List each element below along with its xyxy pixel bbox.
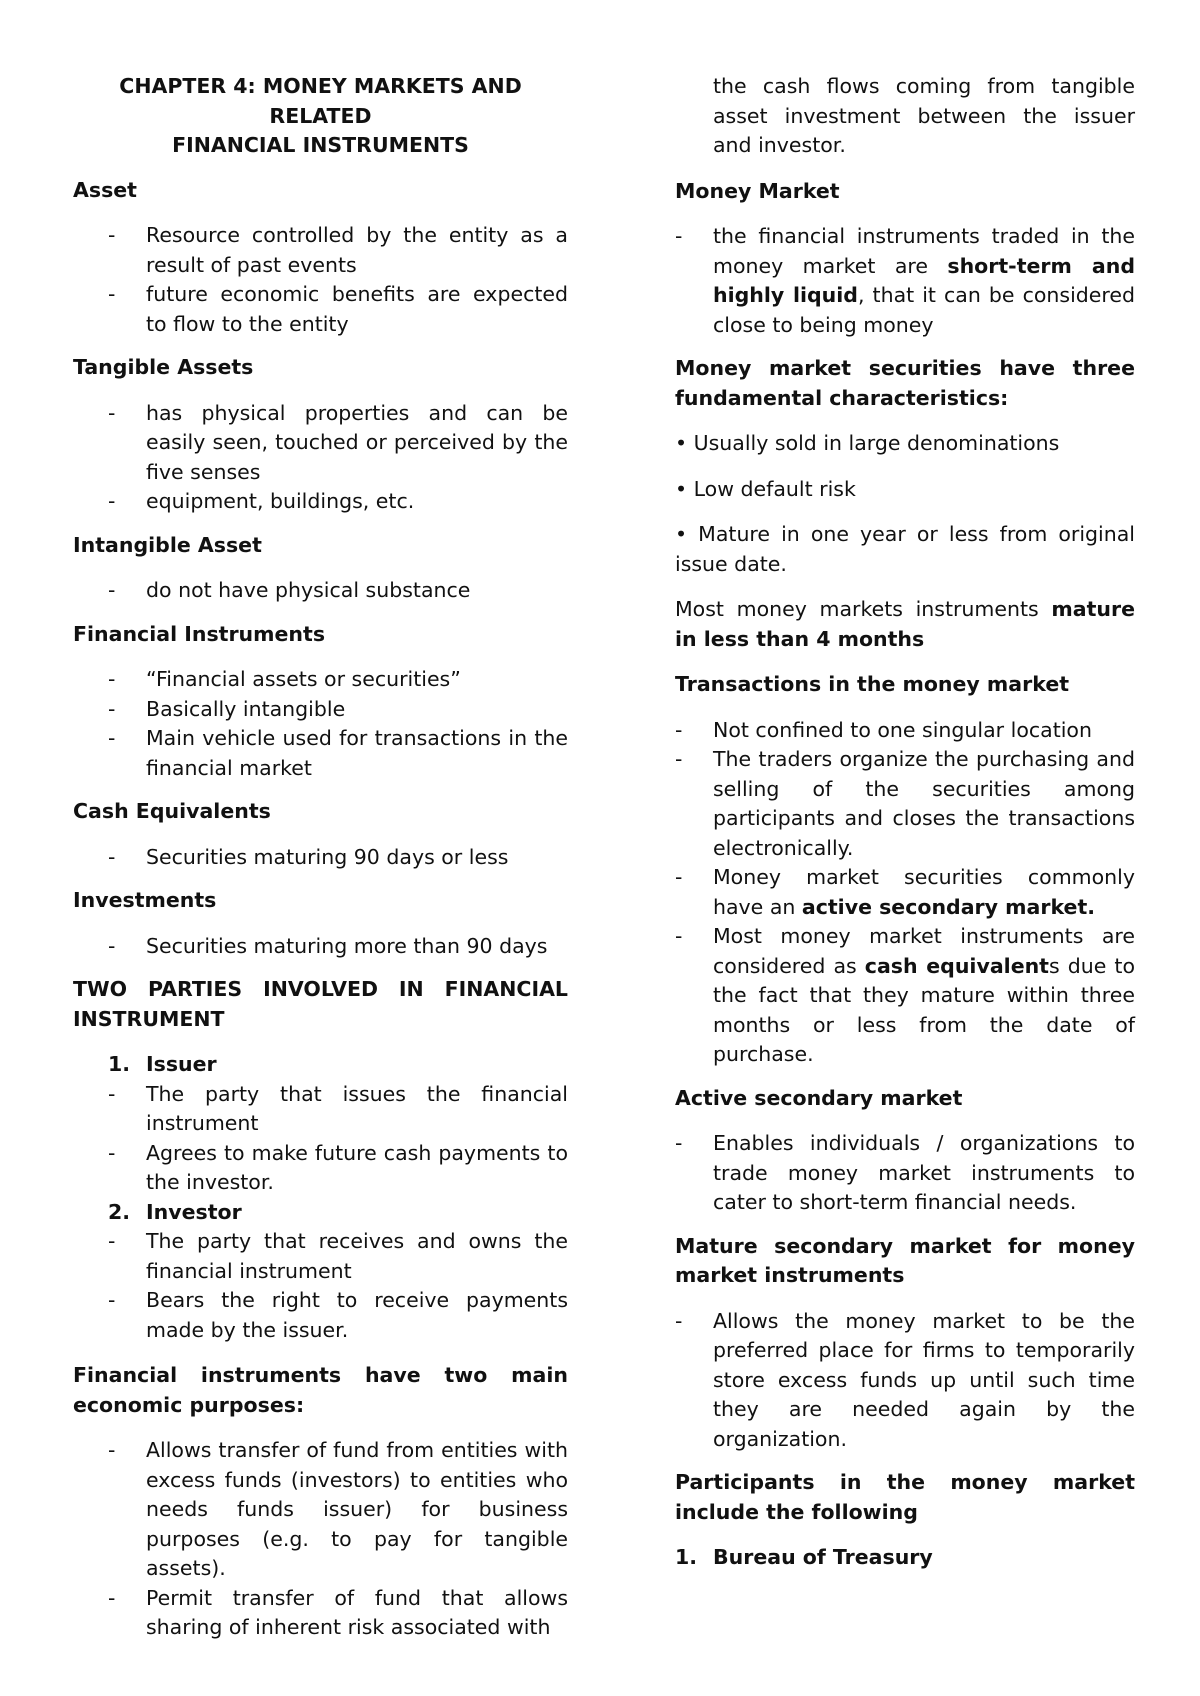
purposes-heading: Financial instruments have two main economic purposes:: [73, 1363, 568, 1417]
maturity-text-bold: mature in less than 4 months: [675, 597, 1135, 651]
transaction-text-bold: cash equivalent: [864, 953, 1049, 978]
tangible-assets-list: [73, 399, 568, 517]
list-item: - do not have physical substance: [73, 576, 568, 606]
maturity-text-pre: Most money markets instruments: [675, 597, 1052, 621]
list-item: - future economic benefits are expected to flow to the entity: [73, 280, 568, 339]
active-secondary-heading: Active secondary market: [675, 1085, 963, 1110]
transactions-list: [675, 716, 1135, 1070]
money-market-text-post: , that it can be considered close to being money: [713, 283, 1135, 337]
list-item: [675, 863, 1135, 922]
maturity-paragraph: [675, 595, 1135, 654]
mature-secondary-heading: Mature secondary market for money market instruments: [675, 1233, 1135, 1287]
list-item: - Bears the right to receive payments made by the issuer.: [73, 1286, 568, 1345]
active-secondary-list: [675, 1129, 1135, 1218]
left-column: [73, 72, 568, 1657]
list-item: [675, 222, 1135, 340]
asset-list: [73, 221, 568, 339]
transaction-text-pre: Most money market instruments are considered as: [713, 924, 1135, 978]
money-market-text-pre: the financial instruments traded in the money market are: [713, 224, 1135, 278]
list-item: - Securities maturing more than 90 days: [73, 932, 568, 962]
investor-label: Investor: [146, 1199, 242, 1224]
issuer-label: Issuer: [146, 1052, 217, 1076]
transaction-text-pre: Money market securities commonly have an: [713, 865, 1135, 919]
investor-list: [73, 1227, 568, 1345]
participant-label: Bureau of Treasury: [713, 1545, 933, 1569]
list-item: - Agrees to make future cash payments to the investor.: [73, 1139, 568, 1198]
financial-instruments-heading: Financial Instruments: [73, 621, 326, 646]
financial-instruments-list: [73, 665, 568, 783]
characteristics-heading: Money market securities have three fundamental characteristics:: [675, 356, 1135, 410]
purposes-list: [73, 1436, 568, 1643]
money-market-heading: Money Market: [675, 178, 840, 203]
chapter-title-line-2: FINANCIAL INSTRUMENTS: [172, 133, 469, 157]
characteristic-bullet: • Mature in one year or less from original issue date.: [675, 522, 1135, 576]
mature-secondary-list: [675, 1307, 1135, 1455]
chapter-title: [73, 72, 568, 161]
list-item: - Basically intangible: [73, 695, 568, 725]
characteristic-bullet: • Low default risk: [675, 476, 856, 501]
investor-number: 2.: [108, 1199, 131, 1224]
issuer-item: [73, 1050, 568, 1080]
list-item: - has physical properties and can be easily seen, touched or perceived by the five senses: [73, 399, 568, 488]
investor-item: [73, 1198, 568, 1228]
list-item: - Main vehicle used for transactions in the financial market: [73, 724, 568, 783]
chapter-title-line-1: CHAPTER 4: MONEY MARKETS AND RELATED: [119, 74, 522, 128]
continuation-text: the cash flows coming from tangible asset investment between the issuer and investor.: [713, 74, 1135, 157]
participants-heading: Participants in the money market include the following: [675, 1470, 1135, 1524]
participant-number: 1.: [675, 1545, 698, 1569]
tangible-assets-heading: Tangible Assets: [73, 355, 254, 379]
cash-equivalents-list: [73, 843, 568, 873]
issuer-number: 1.: [108, 1052, 131, 1076]
asset-heading: Asset: [73, 177, 137, 202]
transaction-text-bold: active secondary market.: [801, 894, 1096, 919]
list-item: - Permit transfer of fund that allows sharing of inherent risk associated with: [73, 1584, 568, 1643]
list-item: - Not confined to one singular location: [675, 716, 1135, 746]
right-column: [675, 72, 1135, 1573]
list-item: - The party that receives and owns the financial instrument: [73, 1227, 568, 1286]
list-item: - Allows the money market to be the preferred place for firms to temporarily store excess funds up until such time they are needed again by the organization.: [675, 1307, 1135, 1455]
list-item: - “Financial assets or securities”: [73, 665, 568, 695]
investments-heading: Investments: [73, 888, 217, 912]
participant-item: [675, 1543, 1135, 1573]
transaction-text-post: s due to the fact that they mature within three months or less from the date of purchase.: [713, 953, 1136, 1066]
issuer-list: [73, 1080, 568, 1198]
intangible-asset-list: [73, 576, 568, 606]
transactions-heading: Transactions in the money market: [675, 672, 1070, 696]
money-market-list: [675, 222, 1135, 340]
list-item: - equipment, buildings, etc.: [73, 487, 568, 517]
spacer: [73, 1345, 568, 1361]
list-item: - The party that issues the financial instrument: [73, 1080, 568, 1139]
list-item: - Allows transfer of fund from entities with excess funds (investors) to entities who needs funds issuer) for business purposes (e.g. to pay for tangible assets).: [73, 1436, 568, 1584]
list-item: - The traders organize the purchasing and selling of the securities among participants and closes the transactions electronically.: [675, 745, 1135, 863]
intangible-asset-heading: Intangible Asset: [73, 532, 262, 557]
characteristic-bullet: • Usually sold in large denominations: [675, 431, 1060, 455]
money-market-text-bold: short-term and highly liquid: [713, 253, 1135, 307]
list-item: - Enables individuals / organizations to trade money market instruments to cater to short-term financial needs.: [675, 1129, 1135, 1218]
list-item: - Resource controlled by the entity as a result of past events: [73, 221, 568, 280]
investments-list: [73, 932, 568, 962]
cash-equivalents-heading: Cash Equivalents: [73, 799, 271, 823]
list-item: - Securities maturing 90 days or less: [73, 843, 568, 873]
two-parties-block: [73, 1050, 568, 1345]
two-parties-heading: TWO PARTIES INVOLVED IN FINANCIAL INSTRUMENT: [73, 977, 568, 1031]
list-item: [675, 922, 1135, 1070]
